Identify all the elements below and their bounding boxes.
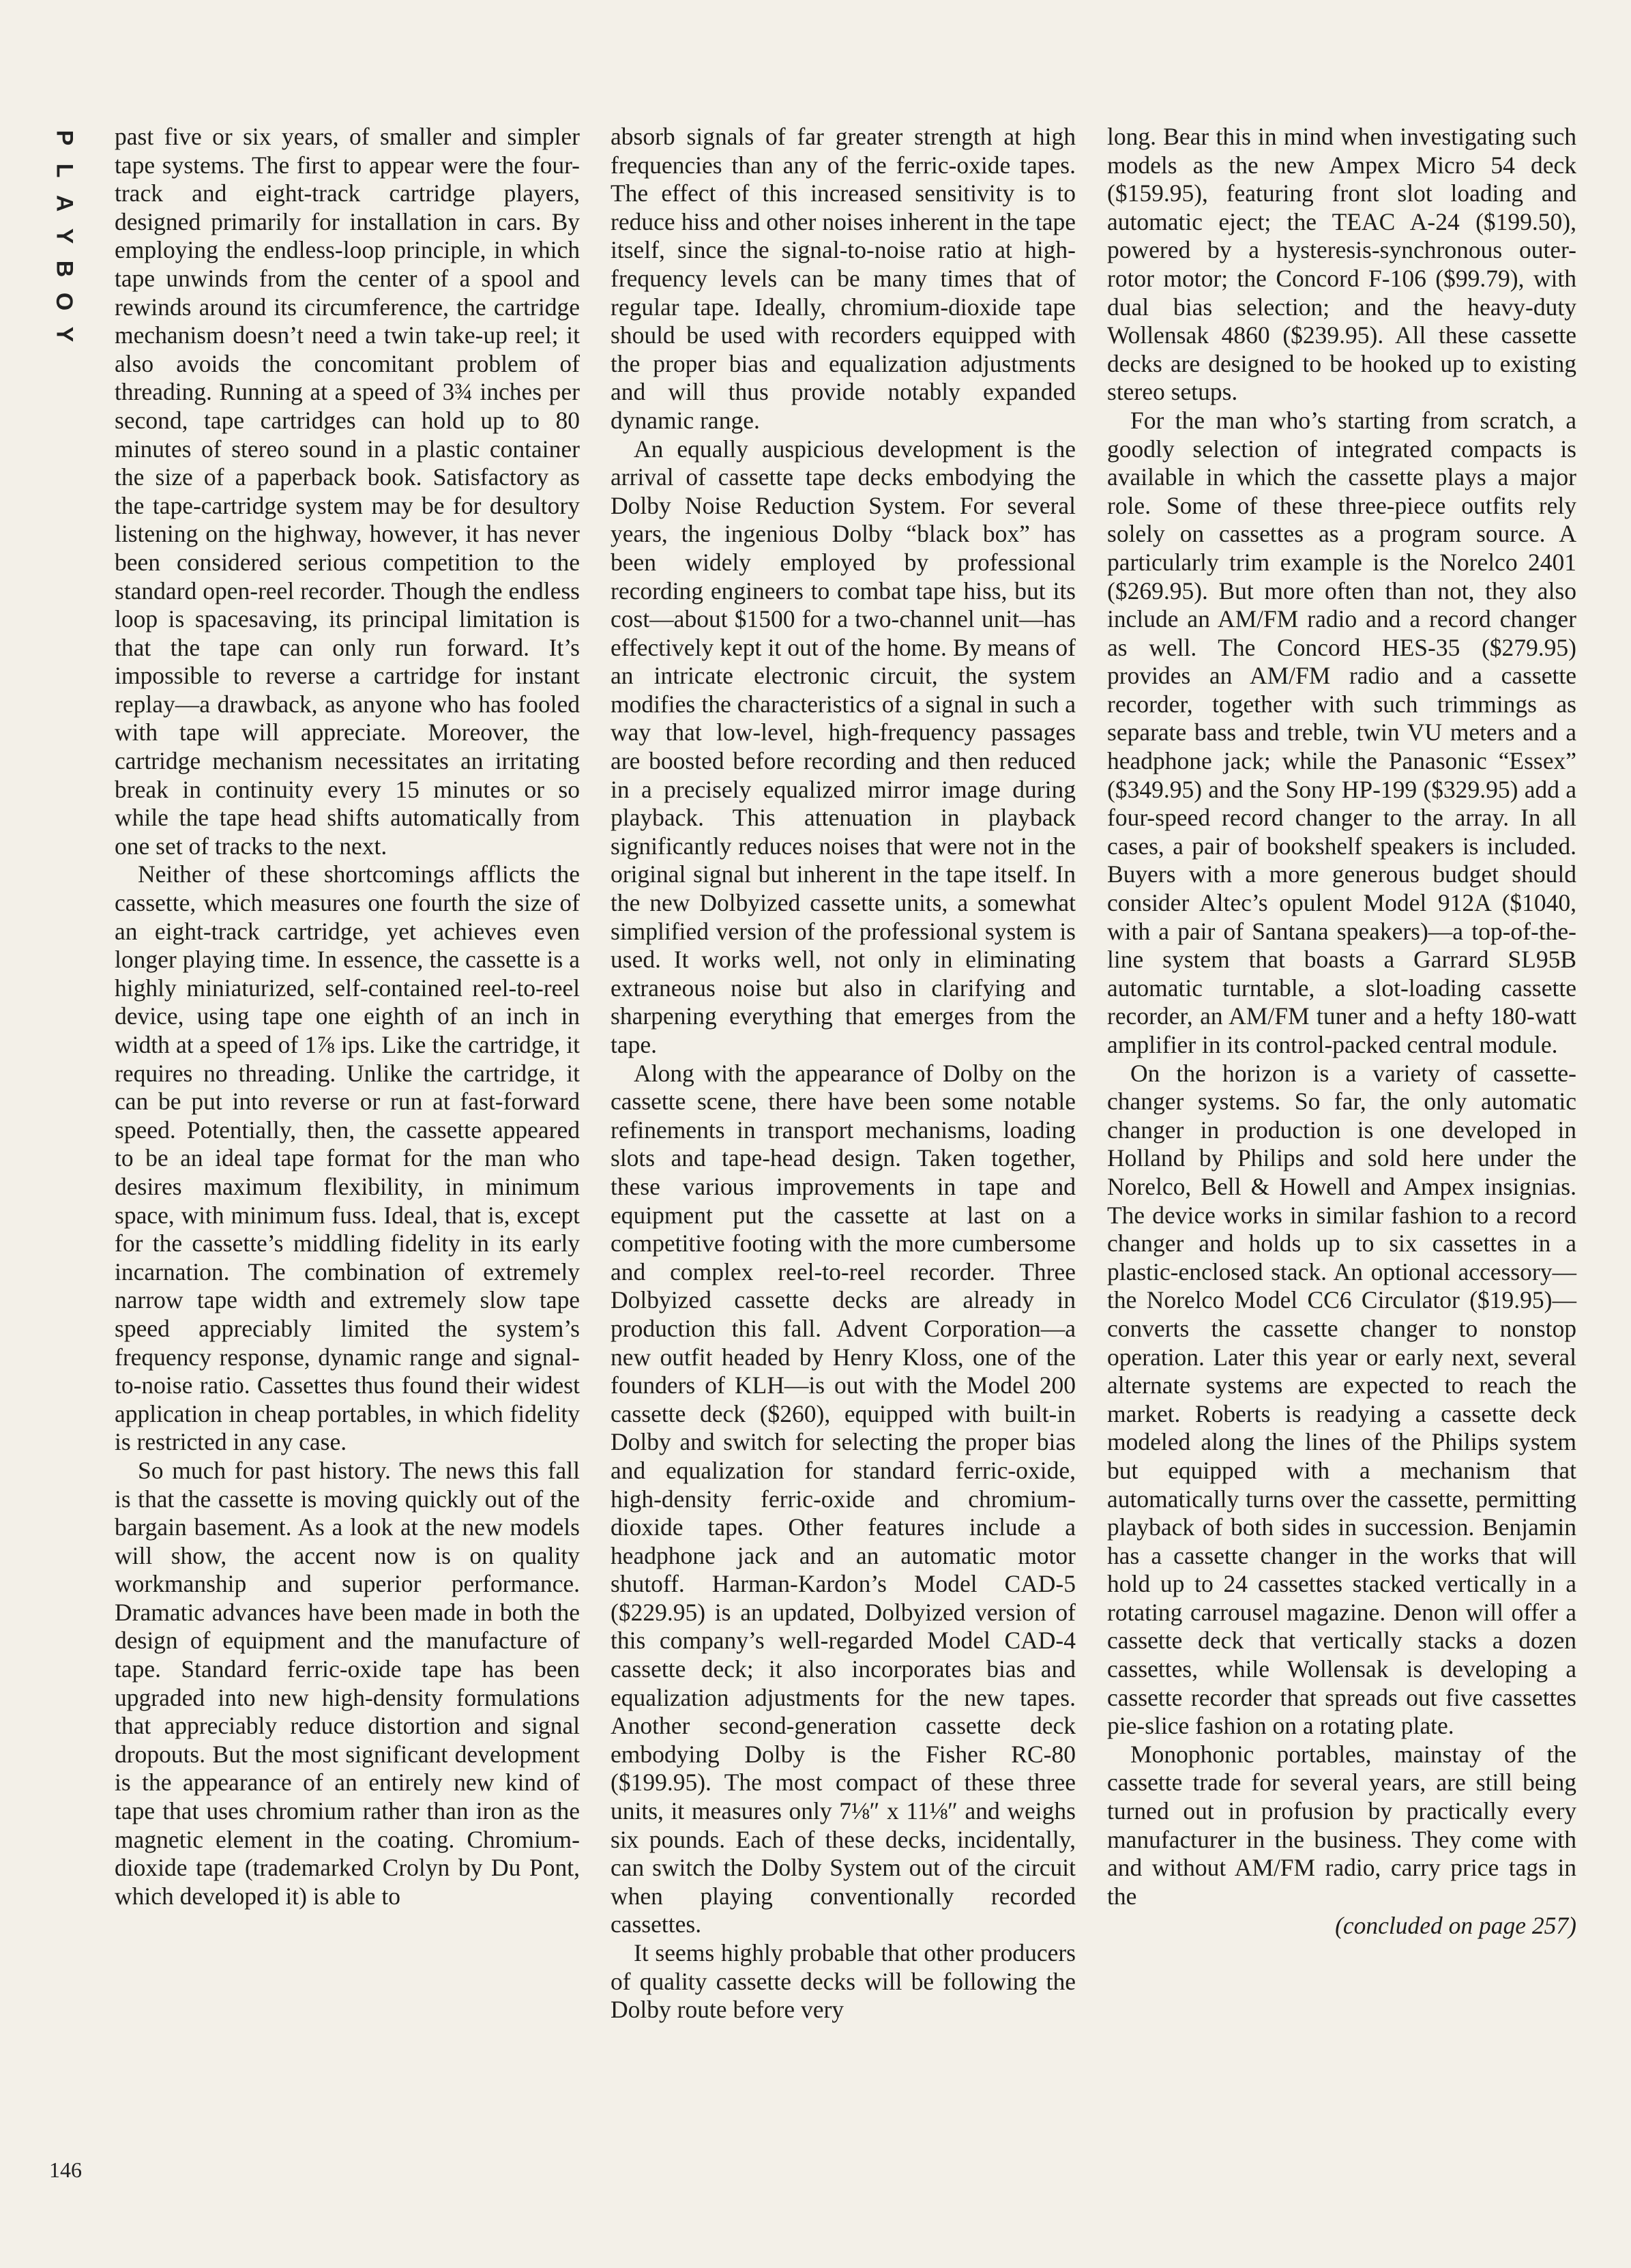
masthead-letter: Y [51, 228, 77, 244]
continuation-note: (concluded on page 257) [1335, 1912, 1576, 1940]
masthead-letter: L [51, 163, 77, 178]
paragraph: past five or six years, of smaller and simpler tape systems. The first to appear were the four-track and eight-track cartridge players, designed primarily for installation in cars. By employing the endless-loop principle, in which tape unwinds from the center of a spool and rewinds around its circumference, the cartridge mechanism doesn’t need a twin take-up reel; it also avoids the concomitant problem of threading. Running at a speed of 3¾ inches per second, tape cartridges can hold up to 80 minutes of stereo sound in a plastic container the size of a paperback book. Satisfactory as the tape-cartridge system may be for desultory listening on the highway, however, it has never been considered serious competition to the standard open-reel recorder. Though the endless loop is spacesaving, its principal limitation is that the tape can only run forward. It’s impossible to reverse a cartridge for instant replay—a drawback, as anyone who has fooled with tape will appreciate. Moreover, the cartridge mechanism necessitates an irritating break in continuity every 15 minutes or so while the tape head shifts automatically from one set of tracks to the next. [115, 123, 580, 860]
masthead-letter: B [51, 260, 77, 278]
paragraph: long. Bear this in mind when investigating such models as the new Ampex Micro 54 deck ($159.95), featuring front slot loading and automatic eject; the TEAC A-24 ($199.50), powered by a hysteresis-synchronous outer-rotor motor; the Concord F-106 ($99.79), with dual bias selection; and the heavy-duty Wollensak 4860 ($239.95). All these cassette decks are designed to be hooked up to existing stereo setups. [1107, 123, 1576, 406]
paragraph: Monophonic portables, mainstay of the cassette trade for several years, are still being turned out in profusion by practically every manufacturer in the business. They come with and without AM/FM radio, carry price tags in the [1107, 1740, 1576, 1910]
playboy-running-head [50, 121, 78, 351]
text-column-2 [611, 123, 1076, 2024]
paragraph: For the man who’s starting from scratch, a goodly selection of integrated compacts is available in which the cassette plays a major role. Some of these three-piece outfits rely solely on cassettes as a program source. A particularly trim example is the Norelco 2401 ($269.95). But more often than not, they also include an AM/FM radio and a record changer as well. The Concord HES-35 ($279.95) provides an AM/FM radio and a cassette recorder, together with such trimmings as separate bass and treble, twin VU meters and a headphone jack; while the Panasonic “Essex” ($349.95) and the Sony HP-199 ($329.95) add a four-speed record changer to the array. In all cases, a pair of bookshelf speakers is included. Buyers with a more generous budget should consider Altec’s opulent Model 912A ($1040, with a pair of Santana speakers)—a top-of-the-line system that boasts a Garrard SL95B automatic turntable, a slot-loading cassette recorder, an AM/FM tuner and a hefty 180-watt amplifier in its control-packed central module. [1107, 406, 1576, 1058]
paragraph: Along with the appearance of Dolby on the cassette scene, there have been some notable refinements in transport mechanisms, loading slots and tape-head design. Taken together, these various improvements in tape and equipment put the cassette at last on a competitive footing with the more cumbersome and complex reel-to-reel recorder. Three Dolbyized cassette decks are already in production this fall. Advent Corporation—a new outfit headed by Henry Kloss, one of the founders of KLH—is out with the Model 200 cassette deck ($260), equipped with built-in Dolby and switch for selecting the proper bias and equalization for standard ferric-oxide, high-density ferric-oxide and chromium-dioxide tapes. Other features include a headphone jack and an automatic motor shutoff. Harman-Kardon’s Model CAD-5 ($229.95) is an updated, Dolbyized version of this company’s well-regarded Model CAD-4 cassette deck; it also incorporates bias and equalization adjustments for the new tapes. Another second-generation cassette deck embodying Dolby is the Fisher RC-80 ($199.95). The most compact of these three units, it measures only 7⅛″ x 11⅛″ and weighs six pounds. Each of these decks, incidentally, can switch the Dolby System out of the circuit when playing conventionally recorded cassettes. [611, 1059, 1076, 1938]
paragraph: It seems highly probable that other producers of quality cassette decks will be following the Dolby route before very [611, 1939, 1076, 2024]
paragraph: An equally auspicious development is the arrival of cassette tape decks embodying the Dolby Noise Reduction System. For several years, the ingenious Dolby “black box” has been widely employed by professional recording engineers to combat tape hiss, but its cost—about $1500 for a two-channel unit—has effectively kept it out of the home. By means of an intricate electronic circuit, the system modifies the characteristics of a signal in such a way that low-level, high-frequency passages are boosted before recording and then reduced in a precisely equalized mirror image during playback. This attenuation in playback significantly reduces noises that were not in the original signal but inherent in the tape itself. In the new Dolbyized cassette units, a somewhat simplified version of the professional system is used. It works well, not only in eliminating extraneous noise but also in clarifying and sharpening everything that emerges from the tape. [611, 435, 1076, 1058]
paragraph: So much for past history. The news this fall is that the cassette is moving quickly out of the bargain basement. As a look at the new models will show, the accent now is on quality workmanship and superior performance. Dramatic advances have been made in both the design of equipment and the manufacture of tape. Standard ferric-oxide tape has been upgraded into new high-density formulations that appreciably reduce distortion and signal dropouts. But the most significant development is the appearance of an entirely new kind of tape that uses chromium rather than iron as the magnetic element in the coating. Chromium-dioxide tape (trademarked Crolyn by Du Pont, which developed it) is able to [115, 1456, 580, 1910]
paragraph: absorb signals of far greater strength at high frequencies than any of the ferric-oxide tapes. The effect of this increased sensitivity is to reduce hiss and other noises inherent in the tape itself, since the signal-to-noise ratio at high-frequency levels can be many times that of regular tape. Ideally, chromium-dioxide tape should be used with recorders equipped with the proper bias and equalization adjustments and will thus provide notably expanded dynamic range. [611, 123, 1076, 434]
masthead-letter: O [50, 292, 77, 311]
text-column-1 [115, 123, 580, 1910]
masthead-letter: P [51, 130, 77, 146]
paragraph: Neither of these shortcomings afflicts the cassette, which measures one fourth the size of an eight-track cartridge, yet achieves even longer playing time. In essence, the cassette is a highly miniaturized, self-contained reel-to-reel device, using tape one eighth of an inch in width at a speed of 1⅞ ips. Like the cartridge, it requires no threading. Unlike the cartridge, it can be put into reverse or run at fast-forward speed. Potentially, then, the cassette appeared to be an ideal tape format for the man who desires maximum flexibility, in minimum space, with minimum fuss. Ideal, that is, except for the cassette’s middling fidelity in its early incarnation. The combination of extremely narrow tape width and extremely slow tape speed appreciably limited the system’s frequency response, dynamic range and signal-to-noise ratio. Cassettes thus found their widest application in cheap portables, in which fidelity is restricted in any case. [115, 860, 580, 1456]
masthead-letter: Y [51, 326, 77, 343]
text-column-3 [1107, 123, 1576, 1940]
paragraph: On the horizon is a variety of cassette-changer systems. So far, the only automatic changer in production is one developed in Holland by Philips and sold here under the Norelco, Bell & Howell and Ampex insignias. The device works in similar fashion to a record changer and holds up to six cassettes in a plastic-enclosed stack. An optional accessory—the Norelco Model CC6 Circulator ($19.95)—converts the cassette changer to nonstop operation. Later this year or early next, several alternate systems are expected to reach the market. Roberts is readying a cassette deck modeled along the lines of the Philips system but equipped with a mechanism that automatically turns over the cassette, permitting playback of both sides in succession. Benjamin has a cassette changer in the works that will hold up to 24 cassettes stacked vertically in a rotating carrousel magazine. Denon will offer a cassette deck that vertically stacks a dozen cassettes, while Wollensak is developing a cassette recorder that spreads out five cassettes pie-slice fashion on a rotating plate. [1107, 1059, 1576, 1740]
page-number: 146 [49, 2157, 82, 2182]
masthead-letter: A [51, 194, 77, 212]
